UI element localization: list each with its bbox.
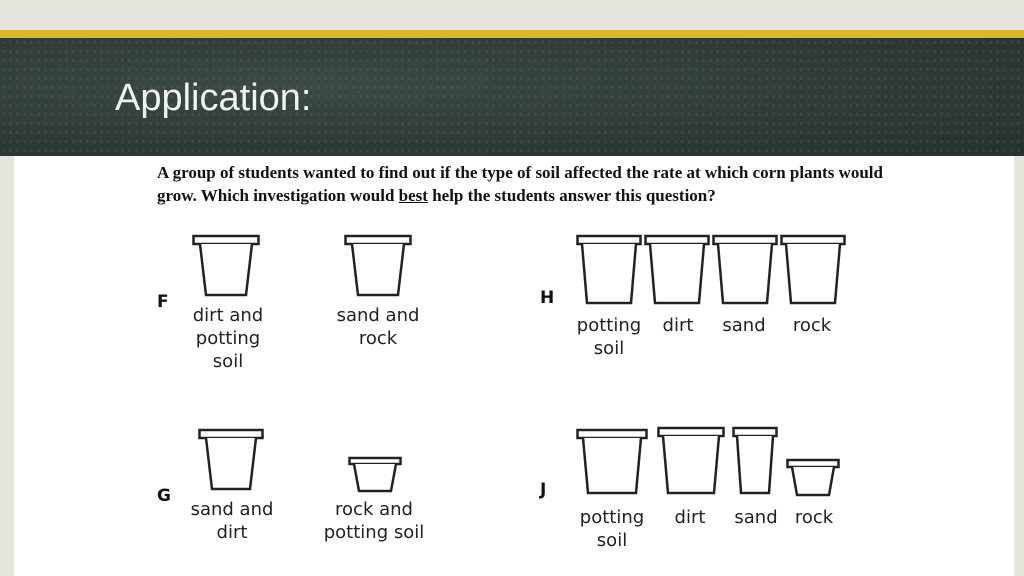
option-f-letter: F (157, 292, 169, 312)
question-text (157, 161, 917, 207)
question-panel (14, 156, 1014, 576)
option-j-pot-4 (786, 458, 840, 498)
question-part1: A group of students wanted to find out if the type of soil affected the rate at which corn plants would grow. Which investigation would (157, 163, 883, 205)
option-j-label-3: sand (734, 507, 778, 528)
option-h-label-4: rock (792, 315, 832, 336)
slide-header (0, 38, 1024, 156)
option-h-pot-2 (644, 234, 710, 306)
option-f-pot-2 (344, 234, 412, 298)
option-j-label-1: potting soil (579, 507, 645, 551)
slide-title: Application: (115, 77, 312, 119)
option-j-letter: J (540, 480, 547, 500)
option-f-pot-1 (192, 234, 260, 298)
option-h-pot-1 (576, 234, 642, 306)
question-emphasis: best (398, 186, 428, 205)
option-g-pot-1 (198, 428, 264, 492)
option-f-label-2: sand and rock (336, 305, 420, 349)
option-j-label-4: rock (794, 507, 834, 528)
left-margin (0, 156, 14, 576)
option-h-label-2: dirt (662, 315, 694, 336)
option-j-pot-2 (657, 426, 725, 496)
option-f-label-1: dirt and potting soil (192, 305, 264, 372)
option-g-label-1: sand and dirt (190, 499, 274, 543)
option-h-label-1: potting soil (576, 315, 642, 359)
top-band (0, 0, 1024, 30)
gold-accent-rule (0, 30, 1024, 38)
option-h-pot-4 (780, 234, 846, 306)
option-h-letter: H (540, 288, 555, 308)
option-h-label-3: sand (722, 315, 766, 336)
option-j-pot-3 (732, 426, 778, 496)
option-g-letter: G (157, 486, 171, 506)
option-h-pot-3 (712, 234, 778, 306)
option-j-label-2: dirt (674, 507, 706, 528)
option-g-label-2: rock and potting soil (323, 499, 425, 543)
question-part2: help the students answer this question? (427, 186, 716, 205)
option-g-pot-2 (348, 456, 402, 494)
option-j-pot-1 (576, 428, 648, 496)
